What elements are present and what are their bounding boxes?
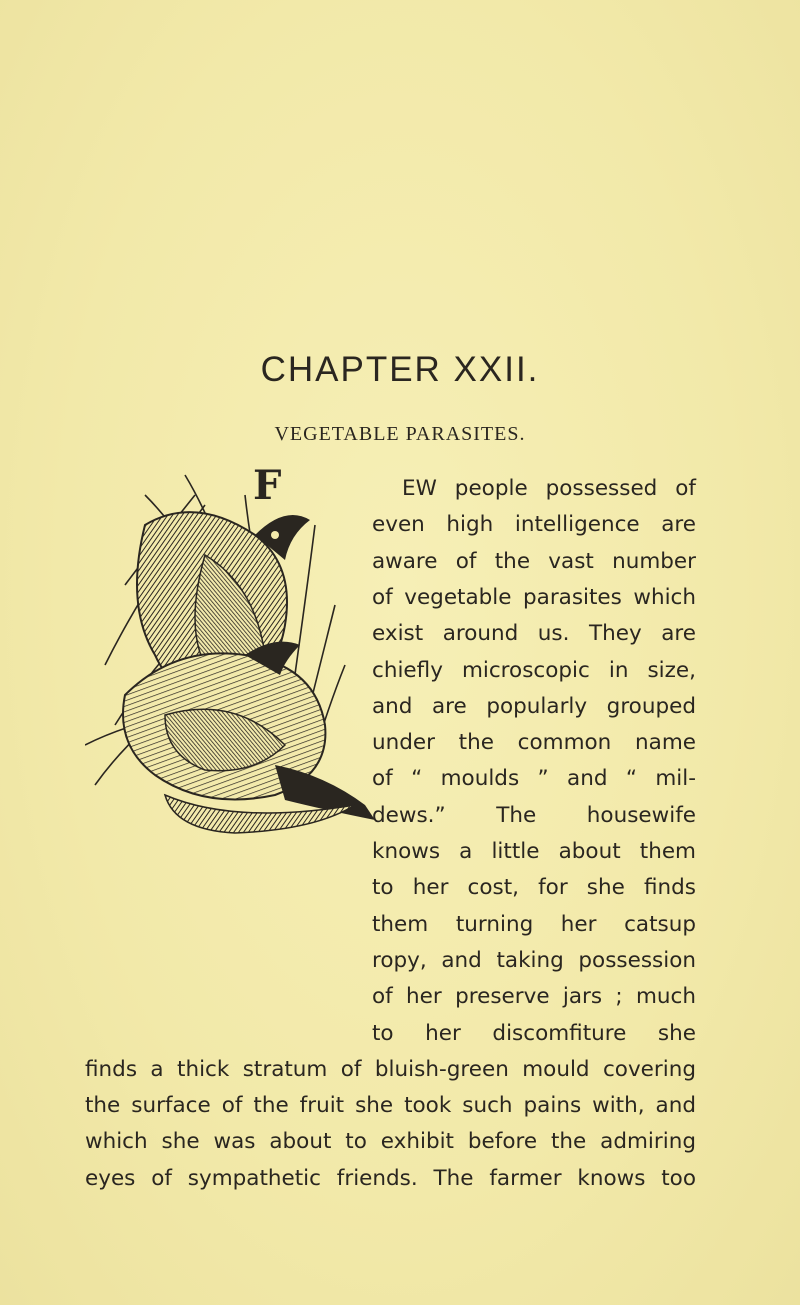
chapter-title: CHAPTER XXII. bbox=[260, 350, 540, 389]
text-line: to her cost, for she finds bbox=[372, 875, 696, 901]
text-line: EW people possessed of bbox=[402, 476, 696, 501]
text-line: and are popularly grouped bbox=[372, 693, 696, 719]
text-line: aware of the vast number bbox=[372, 548, 696, 574]
text-line: which she was about to exhibit before the admiring bbox=[85, 1129, 696, 1155]
text-line: eyes of sympathetic friends. The farmer knows too bbox=[85, 1165, 696, 1191]
text-line: finds a thick stratum of bluish-green mould covering bbox=[85, 1056, 696, 1082]
section-title: VEGETABLE PARASITES. bbox=[274, 423, 526, 445]
text-line: exist around us. They are bbox=[372, 621, 696, 647]
text-line: them turning her catsup bbox=[372, 911, 696, 937]
text-line: dews.” The housewife bbox=[372, 802, 696, 828]
bird-engraving-icon bbox=[85, 465, 385, 835]
text-line: of vegetable parasites which bbox=[372, 584, 696, 610]
text-line: to her discomfiture she bbox=[372, 1020, 696, 1046]
text-line: the surface of the fruit she took such pains with, and bbox=[85, 1093, 696, 1119]
text-line: ropy, and taking possession bbox=[372, 947, 696, 973]
text-line: chiefly microscopic in size, bbox=[372, 657, 696, 683]
text-line: under the common name bbox=[372, 730, 696, 756]
drop-initial: F bbox=[253, 462, 282, 509]
text-line: even high intelligence are bbox=[372, 512, 696, 538]
text-line: of her preserve jars ; much bbox=[372, 984, 696, 1010]
text-line: of “ moulds ” and “ mil- bbox=[372, 766, 696, 792]
text-line: knows a little about them bbox=[372, 839, 696, 864]
